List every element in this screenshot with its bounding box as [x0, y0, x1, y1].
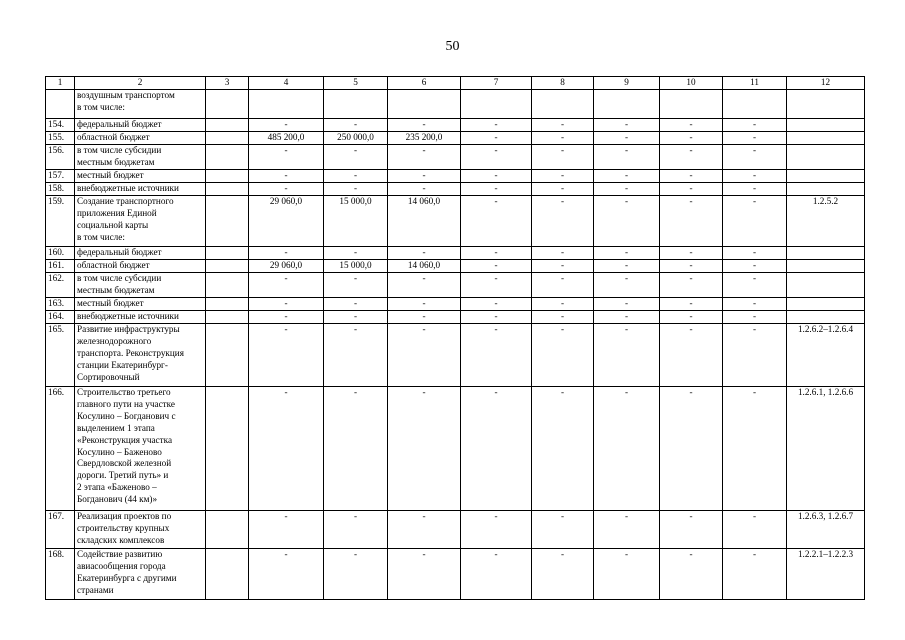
cell-value: -	[723, 246, 787, 259]
cell-value: -	[594, 272, 660, 297]
cell-value	[206, 169, 249, 182]
column-header: 8	[532, 77, 594, 90]
cell-value: 29 060,0	[249, 259, 324, 272]
budget-table	[45, 76, 865, 600]
table-row	[46, 182, 865, 195]
cell-reference	[787, 169, 865, 182]
row-number: 155.	[46, 131, 75, 144]
row-number: 156.	[46, 144, 75, 169]
cell-value: -	[723, 144, 787, 169]
cell-value: -	[660, 169, 723, 182]
cell-value: -	[388, 144, 461, 169]
cell-reference	[787, 182, 865, 195]
cell-value: -	[249, 182, 324, 195]
table-row	[46, 131, 865, 144]
cell-value	[660, 89, 723, 118]
cell-value	[388, 89, 461, 118]
cell-value: -	[660, 144, 723, 169]
cell-value: -	[532, 144, 594, 169]
cell-value: -	[324, 386, 388, 510]
cell-value	[206, 386, 249, 510]
cell-value: -	[249, 169, 324, 182]
cell-value: -	[249, 323, 324, 386]
row-name: в том числе субсидии местным бюджетам	[75, 144, 206, 169]
cell-reference: 1.2.5.2	[787, 195, 865, 246]
cell-value	[206, 144, 249, 169]
cell-value: -	[461, 118, 532, 131]
cell-reference	[787, 89, 865, 118]
cell-value: -	[461, 259, 532, 272]
cell-reference	[787, 131, 865, 144]
cell-value: -	[594, 510, 660, 548]
cell-value	[206, 323, 249, 386]
table-row	[46, 323, 865, 386]
cell-value	[532, 89, 594, 118]
cell-value: 250 000,0	[324, 131, 388, 144]
cell-value: -	[249, 246, 324, 259]
cell-value: -	[660, 386, 723, 510]
row-number: 162.	[46, 272, 75, 297]
cell-value: 15 000,0	[324, 195, 388, 246]
cell-value: -	[723, 310, 787, 323]
row-number: 166.	[46, 386, 75, 510]
cell-value: -	[723, 259, 787, 272]
cell-value: -	[388, 246, 461, 259]
cell-value: -	[249, 386, 324, 510]
cell-value: -	[594, 246, 660, 259]
table-row	[46, 259, 865, 272]
cell-value	[206, 89, 249, 118]
row-number: 154.	[46, 118, 75, 131]
cell-value: -	[324, 246, 388, 259]
cell-value: -	[532, 310, 594, 323]
cell-value: -	[388, 386, 461, 510]
table-header-row	[46, 77, 865, 90]
column-header: 10	[660, 77, 723, 90]
table-row	[46, 297, 865, 310]
cell-value: -	[388, 510, 461, 548]
cell-reference	[787, 118, 865, 131]
cell-value	[206, 118, 249, 131]
cell-reference	[787, 259, 865, 272]
cell-value: -	[532, 246, 594, 259]
cell-reference: 1.2.6.2–1.2.6.4	[787, 323, 865, 386]
cell-value: -	[660, 323, 723, 386]
cell-value	[206, 272, 249, 297]
cell-value: -	[723, 548, 787, 599]
table-body	[46, 89, 865, 599]
row-name: местный бюджет	[75, 297, 206, 310]
row-name: Строительство третьего главного пути на участке Косулино – Богданович с выделением 1 этапа «Реконструкция участка Косулино – Баженово Свердловской железной дороги. Третий путь» и 2 этапа «Баженово – Богданович (44 км)»	[75, 386, 206, 510]
column-header: 11	[723, 77, 787, 90]
cell-value: -	[461, 144, 532, 169]
row-number: 159.	[46, 195, 75, 246]
cell-value: -	[660, 246, 723, 259]
cell-value: -	[594, 310, 660, 323]
cell-value: -	[461, 246, 532, 259]
cell-value: -	[461, 510, 532, 548]
cell-value: -	[594, 144, 660, 169]
cell-reference: 1.2.6.1, 1.2.6.6	[787, 386, 865, 510]
column-header: 2	[75, 77, 206, 90]
cell-value: -	[532, 131, 594, 144]
cell-value: -	[532, 195, 594, 246]
cell-value: 485 200,0	[249, 131, 324, 144]
cell-value: -	[660, 182, 723, 195]
row-number: 168.	[46, 548, 75, 599]
cell-value: -	[461, 323, 532, 386]
cell-value: 235 200,0	[388, 131, 461, 144]
cell-value: -	[532, 169, 594, 182]
cell-value	[461, 89, 532, 118]
cell-value: -	[723, 131, 787, 144]
cell-value: -	[594, 297, 660, 310]
cell-value	[594, 89, 660, 118]
cell-value	[206, 246, 249, 259]
cell-value: -	[594, 169, 660, 182]
cell-value: -	[532, 259, 594, 272]
cell-value: -	[461, 297, 532, 310]
cell-value: -	[388, 169, 461, 182]
cell-value: -	[388, 182, 461, 195]
table-row	[46, 89, 865, 118]
row-number	[46, 89, 75, 118]
cell-value: -	[249, 118, 324, 131]
table-row	[46, 272, 865, 297]
cell-reference	[787, 297, 865, 310]
cell-value: -	[723, 297, 787, 310]
cell-value: -	[324, 144, 388, 169]
table-row	[46, 548, 865, 599]
cell-value: 14 060,0	[388, 259, 461, 272]
table-row	[46, 510, 865, 548]
cell-value: -	[461, 182, 532, 195]
cell-value: -	[723, 169, 787, 182]
cell-reference: 1.2.2.1–1.2.2.3	[787, 548, 865, 599]
row-number: 160.	[46, 246, 75, 259]
row-number: 167.	[46, 510, 75, 548]
cell-value: -	[388, 548, 461, 599]
table-row	[46, 144, 865, 169]
cell-value: -	[660, 297, 723, 310]
column-header: 12	[787, 77, 865, 90]
cell-value: -	[660, 195, 723, 246]
cell-value	[249, 89, 324, 118]
cell-value	[324, 89, 388, 118]
row-name: местный бюджет	[75, 169, 206, 182]
cell-value	[206, 259, 249, 272]
row-number: 165.	[46, 323, 75, 386]
cell-value: -	[660, 310, 723, 323]
row-number: 158.	[46, 182, 75, 195]
cell-value	[206, 297, 249, 310]
cell-value: -	[723, 386, 787, 510]
table-row	[46, 310, 865, 323]
cell-value: -	[249, 144, 324, 169]
cell-value: -	[532, 386, 594, 510]
cell-value: -	[324, 323, 388, 386]
cell-value: -	[723, 118, 787, 131]
cell-value	[723, 89, 787, 118]
cell-value: -	[660, 510, 723, 548]
cell-value: -	[324, 310, 388, 323]
row-name: областной бюджет	[75, 131, 206, 144]
cell-value: -	[660, 548, 723, 599]
table-row	[46, 195, 865, 246]
cell-value: -	[723, 182, 787, 195]
cell-value: -	[388, 118, 461, 131]
cell-value: -	[461, 131, 532, 144]
cell-value: -	[461, 195, 532, 246]
cell-value: -	[594, 548, 660, 599]
cell-value: -	[594, 182, 660, 195]
cell-value: -	[532, 182, 594, 195]
cell-value: -	[388, 272, 461, 297]
cell-value: -	[660, 118, 723, 131]
row-name: в том числе субсидии местным бюджетам	[75, 272, 206, 297]
cell-value	[206, 131, 249, 144]
row-name: Создание транспортного приложения Единой социальной карты в том числе:	[75, 195, 206, 246]
cell-value: -	[324, 169, 388, 182]
row-number: 157.	[46, 169, 75, 182]
cell-value: -	[594, 323, 660, 386]
cell-value: -	[324, 510, 388, 548]
cell-value: -	[249, 510, 324, 548]
cell-value: -	[461, 548, 532, 599]
column-header: 9	[594, 77, 660, 90]
row-name: воздушным транспортом в том числе:	[75, 89, 206, 118]
cell-reference	[787, 272, 865, 297]
table-row	[46, 246, 865, 259]
cell-value	[206, 182, 249, 195]
row-name: внебюджетные источники	[75, 310, 206, 323]
column-header: 3	[206, 77, 249, 90]
cell-value: -	[249, 548, 324, 599]
cell-value: -	[532, 297, 594, 310]
cell-value: -	[532, 272, 594, 297]
cell-value: -	[660, 272, 723, 297]
cell-value: 15 000,0	[324, 259, 388, 272]
cell-value: 14 060,0	[388, 195, 461, 246]
column-header: 4	[249, 77, 324, 90]
cell-value: -	[249, 310, 324, 323]
cell-value: -	[532, 323, 594, 386]
cell-value	[206, 195, 249, 246]
cell-reference: 1.2.6.3, 1.2.6.7	[787, 510, 865, 548]
cell-value: -	[594, 118, 660, 131]
cell-value: -	[249, 272, 324, 297]
cell-value	[206, 548, 249, 599]
cell-value: -	[723, 195, 787, 246]
cell-reference	[787, 144, 865, 169]
cell-value: -	[594, 259, 660, 272]
cell-value: -	[532, 510, 594, 548]
row-name: Реализация проектов по строительству крупных складских комплексов	[75, 510, 206, 548]
cell-value: -	[660, 131, 723, 144]
column-header: 5	[324, 77, 388, 90]
row-name: федеральный бюджет	[75, 246, 206, 259]
row-number: 163.	[46, 297, 75, 310]
cell-value: -	[723, 510, 787, 548]
cell-value: -	[324, 297, 388, 310]
cell-value: -	[532, 548, 594, 599]
cell-value: 29 060,0	[249, 195, 324, 246]
cell-reference	[787, 310, 865, 323]
row-name: Содействие развитию авиасообщения города Екатеринбурга с другими странами	[75, 548, 206, 599]
page-number: 50	[445, 39, 460, 54]
cell-value: -	[324, 118, 388, 131]
row-number: 164.	[46, 310, 75, 323]
cell-value: -	[461, 169, 532, 182]
table-row	[46, 169, 865, 182]
row-name: федеральный бюджет	[75, 118, 206, 131]
cell-value: -	[594, 386, 660, 510]
cell-value: -	[249, 297, 324, 310]
cell-value: -	[324, 548, 388, 599]
row-name: Развитие инфраструктуры железнодорожного транспорта. Реконструкция станции Екатеринбург- Сортировочный	[75, 323, 206, 386]
cell-value: -	[388, 310, 461, 323]
cell-value	[206, 310, 249, 323]
table-row	[46, 118, 865, 131]
cell-value	[206, 510, 249, 548]
cell-value: -	[461, 272, 532, 297]
column-header: 1	[46, 77, 75, 90]
cell-value: -	[723, 323, 787, 386]
row-name: внебюджетные источники	[75, 182, 206, 195]
cell-value: -	[723, 272, 787, 297]
cell-value: -	[461, 386, 532, 510]
column-header: 6	[388, 77, 461, 90]
row-number: 161.	[46, 259, 75, 272]
cell-value: -	[461, 310, 532, 323]
table-row	[46, 386, 865, 510]
column-header: 7	[461, 77, 532, 90]
cell-reference	[787, 246, 865, 259]
cell-value: -	[594, 195, 660, 246]
cell-value: -	[324, 272, 388, 297]
cell-value: -	[324, 182, 388, 195]
cell-value: -	[388, 297, 461, 310]
cell-value: -	[532, 118, 594, 131]
cell-value: -	[388, 323, 461, 386]
row-name: областной бюджет	[75, 259, 206, 272]
cell-value: -	[594, 131, 660, 144]
cell-value: -	[660, 259, 723, 272]
